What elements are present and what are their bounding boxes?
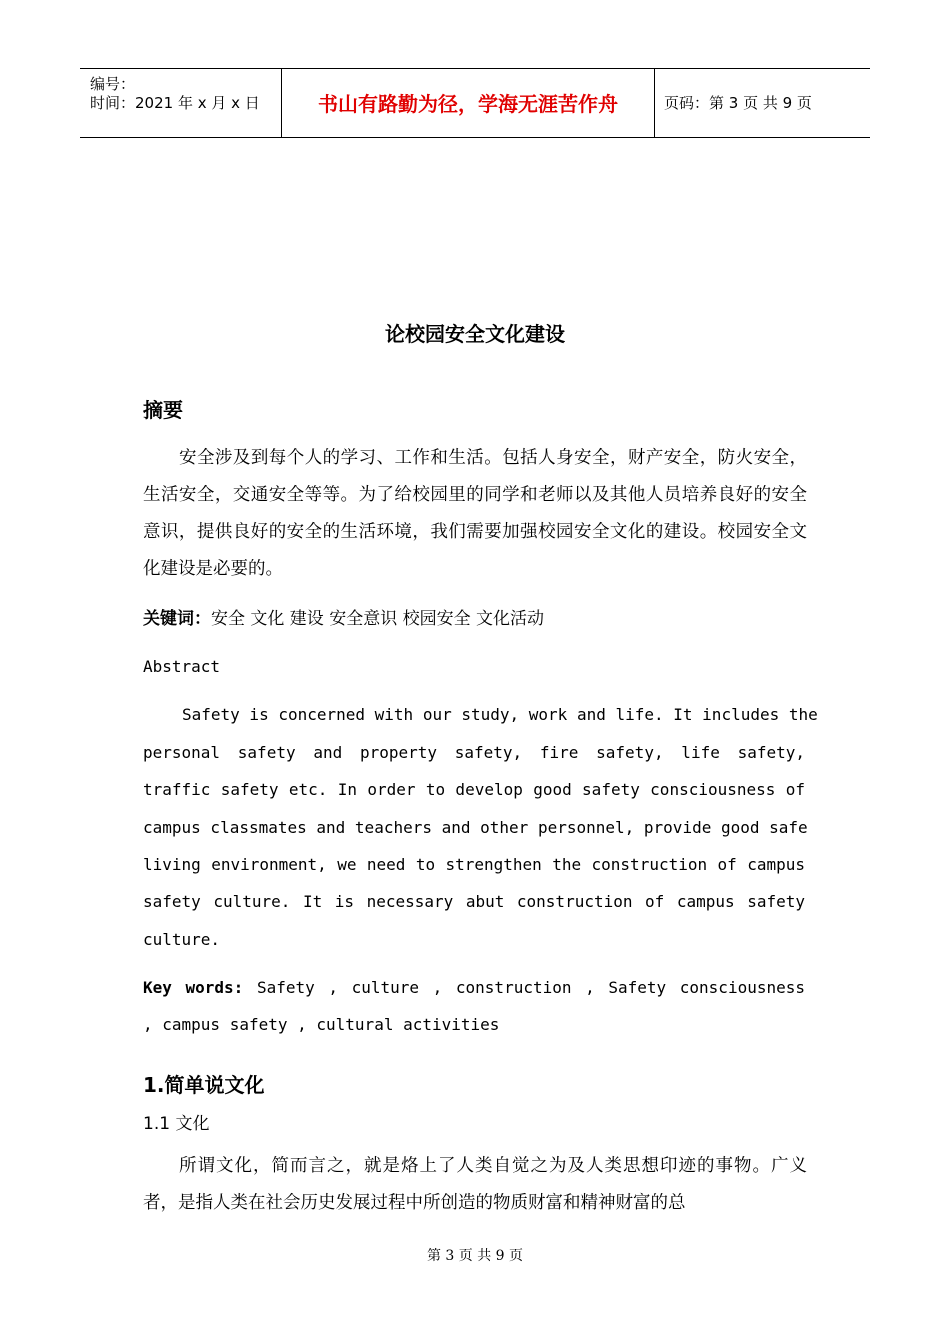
abstract-en-line: safety culture. It is necessary abut construction of campus safety	[143, 892, 805, 911]
abstract-en-line: traffic safety etc. In order to develop good safety consciousness of	[143, 780, 805, 799]
abstract-en-line: culture.	[143, 930, 221, 949]
abstract-heading-zh: 摘要	[143, 398, 183, 422]
abstract-paragraph-zh: 安全涉及到每个人的学习、工作和生活。包括人身安全，财产安全，防火安全，生活安全，交通安全等等。为了给校园里的同学和老师以及其他人员培养良好的安全意识，提供良好的安全的生活环境，我们需要加强校园安全文化的建设。校园安全文化建设是必要的。	[143, 448, 807, 579]
keywords-en-line-1	[143, 977, 805, 999]
page-footer: 第 3 页 共 9 页	[426, 1248, 524, 1264]
abstract-en-line: Safety is concerned with our study, work and life. It includes the	[182, 705, 818, 724]
abstract-en-line: campus classmates and teachers and other personnel, provide good safe	[143, 818, 808, 837]
section-heading: 1.简单说文化	[143, 1073, 265, 1097]
document-title: 论校园安全文化建设	[385, 322, 565, 346]
abstract-en-line: personal safety and property safety, fire safety, life safety,	[143, 743, 805, 762]
abstract-heading-en: Abstract	[143, 657, 221, 676]
page-header-table	[80, 68, 870, 138]
date-label: 时间：2021 年 x 月 x 日	[90, 94, 260, 112]
number-label: 编号：	[90, 75, 136, 93]
keywords-zh-label: 关键词：	[143, 609, 211, 629]
header-center-cell	[282, 69, 655, 137]
keywords-en-line-2: , campus safety , cultural activities	[143, 1015, 500, 1034]
keywords-en-label: Key words:	[143, 978, 244, 997]
header-right-cell	[655, 69, 870, 137]
keywords-zh-items: 安全 文化 建设 安全意识 校园安全 文化活动	[211, 609, 545, 629]
header-motto: 书山有路勤为径，学海无涯苦作舟	[318, 92, 618, 116]
subsection-heading: 1.1 文化	[143, 1114, 210, 1134]
keywords-en-items: Safety , culture , construction , Safety consciousness	[256, 978, 805, 997]
header-left-cell	[80, 69, 282, 137]
abstract-en-line: living environment, we need to strengthen the construction of campus	[143, 855, 805, 874]
keywords-zh	[143, 604, 544, 634]
section-paragraph: 所谓文化，简而言之，就是烙上了人类自觉之为及人类思想印迹的事物。广义者，是指人类在社会历史发展过程中所创造的物质财富和精神财富的总	[143, 1156, 807, 1213]
page-info: 页码：第 3 页 共 9 页	[664, 94, 812, 112]
